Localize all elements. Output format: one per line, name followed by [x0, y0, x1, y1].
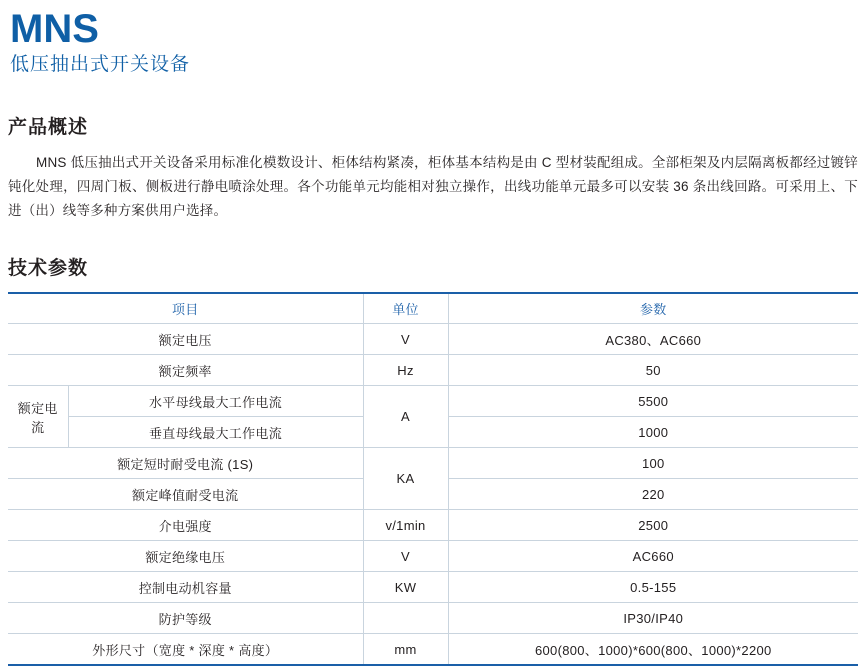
section-title-specs: 技术参数 [8, 258, 89, 279]
table-row [8, 324, 858, 355]
cell-item: 水平母线最大工作电流 [68, 386, 363, 417]
table-row [8, 355, 858, 386]
table-row [8, 572, 858, 603]
cell-value: 1000 [448, 417, 858, 448]
cell-unit: KA [363, 448, 448, 510]
table-header-unit: 单位 [363, 294, 448, 324]
table-row [8, 510, 858, 541]
cell-unit: V [363, 324, 448, 355]
table-row [8, 603, 858, 634]
cell-value: IP30/IP40 [448, 603, 858, 634]
cell-value: 2500 [448, 510, 858, 541]
table-header-row [8, 294, 858, 324]
cell-value: 220 [448, 479, 858, 510]
cell-item: 额定短时耐受电流 (1S) [8, 448, 363, 479]
table-header-param: 参数 [448, 294, 858, 324]
cell-value: AC660 [448, 541, 858, 572]
cell-item: 防护等级 [8, 603, 363, 634]
spec-table [8, 294, 858, 664]
table-header-item: 项目 [8, 294, 363, 324]
cell-item: 垂直母线最大工作电流 [68, 417, 363, 448]
cell-item: 介电强度 [8, 510, 363, 541]
cell-value: 5500 [448, 386, 858, 417]
cell-value: 100 [448, 448, 858, 479]
table-row [8, 448, 858, 479]
cell-item: 控制电动机容量 [8, 572, 363, 603]
cell-value: 50 [448, 355, 858, 386]
brand-subtitle: 低压抽出式开关设备 [10, 54, 191, 75]
cell-value: 600(800、1000)*600(800、1000)*2200 [448, 634, 858, 665]
table-row [8, 634, 858, 665]
cell-value: AC380、AC660 [448, 324, 858, 355]
table-row [8, 386, 858, 417]
overview-paragraph: MNS 低压抽出式开关设备采用标准化模数设计、柜体结构紧凑，柜体基本结构是由 C 型材装配组成。全部柜架及内层隔离板都经过镀锌钝化处理，四周门板、侧板进行静电喷涂处理。各个功能单元均能相对独立操作，出线功能单元最多可以安装 36 条出线回路。可采用上、下进（出）线等多种方案供用户选择。 [8, 155, 858, 218]
cell-item: 额定频率 [8, 355, 363, 386]
table-row [8, 541, 858, 572]
cell-unit: A [363, 386, 448, 448]
cell-unit: KW [363, 572, 448, 603]
document-header [0, 0, 866, 78]
cell-unit: V [363, 541, 448, 572]
cell-group-label: 额定电流 [8, 386, 68, 448]
cell-value: 0.5-155 [448, 572, 858, 603]
brand-title: MNS [10, 7, 99, 51]
cell-item: 额定峰值耐受电流 [8, 479, 363, 510]
cell-unit: v/1min [363, 510, 448, 541]
spec-table-wrapper [8, 292, 858, 666]
cell-item: 外形尺寸（宽度 * 深度 * 高度） [8, 634, 363, 665]
cell-unit [363, 603, 448, 634]
cell-item: 额定电压 [8, 324, 363, 355]
section-title-overview: 产品概述 [8, 117, 89, 138]
cell-item: 额定绝缘电压 [8, 541, 363, 572]
cell-unit: mm [363, 634, 448, 665]
cell-unit: Hz [363, 355, 448, 386]
